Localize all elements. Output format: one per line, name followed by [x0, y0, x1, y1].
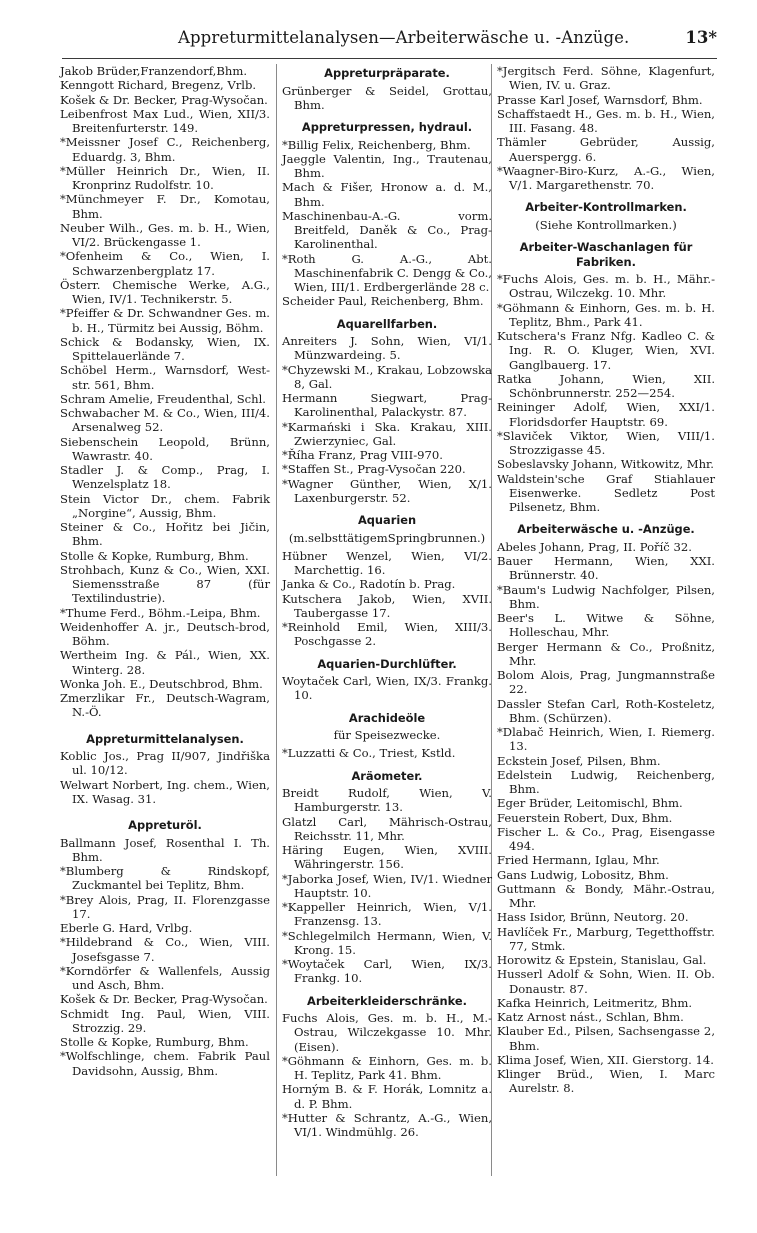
- directory-entry: Eberle G. Hard, Vrlbg.: [60, 921, 193, 935]
- directory-entry: Hermann Siegwart, Prag-Karolinenthal, Palackystr. 87.: [282, 391, 492, 420]
- directory-entry: *Pfeiffer & Dr. Schwandner Ges. m. b. H., Türmitz bei Aussig, Böhm.: [60, 306, 270, 335]
- directory-entry: Fried Hermann, Iglau, Mhr.: [497, 853, 660, 868]
- directory-entry: Feuerstein Robert, Dux, Bhm.: [497, 810, 673, 825]
- directory-entry: Beer's L. Witwe & Söhne, Holleschau, Mhr.: [497, 611, 715, 640]
- section-subheading: (m.selbsttätigemSpringbrunnen.): [288, 530, 486, 545]
- directory-entry: Horowitz & Epstein, Stanislau, Gal.: [497, 953, 707, 967]
- directory-entry: Stadler J. & Comp., Prag, I. Wenzelsplatz 18.: [60, 463, 270, 492]
- directory-entry: Klima Josef, Wien, XII. Gierstorg. 14.: [497, 1052, 714, 1067]
- directory-entry: *Fuchs Alois, Ges. m. b. H., Mähr.-Ostrau, Wilczekg. 10. Mhr.: [497, 272, 715, 301]
- directory-entry: Zmerzlikar Fr., Deutsch-Wagram, N.-Ö.: [60, 691, 270, 720]
- directory-entry: Košek & Dr. Becker, Prag-Wysočan.: [60, 92, 268, 107]
- directory-entry: *Münchmeyer F. Dr., Komotau, Bhm.: [60, 192, 270, 221]
- directory-entry: Schram Amelie, Freudenthal, Schl.: [60, 391, 266, 406]
- section-heading: Arbeiterkleiderschränke.: [307, 993, 467, 1008]
- directory-entry: *Baum's Ludwig Nachfolger, Pilsen, Bhm.: [497, 582, 715, 611]
- section-heading: Arbeiter-Waschanlagen für Fabriken.: [519, 240, 693, 269]
- directory-entry: Thämler Gebrüder, Aussig, Auerspergg. 6.: [497, 135, 715, 164]
- directory-entry: Eckstein Josef, Pilsen, Bhm.: [497, 753, 661, 768]
- column-right: [497, 64, 715, 1096]
- directory-entry: *Wagner Günther, Wien, X/1. Laxenburgerstr. 52.: [282, 476, 492, 505]
- directory-entry: *Hutter & Schrantz, A.-G., Wien, VI/1. Windmühlg. 26.: [282, 1110, 492, 1139]
- section-heading: Appreturmittelanalysen.: [86, 731, 244, 746]
- directory-entry: Stolle & Kopke, Rumburg, Bhm.: [60, 1035, 249, 1049]
- directory-entry: Havlíček Fr., Marburg, Tegetthoffstr. 77, Stmk.: [497, 924, 715, 953]
- section-subheading: für Speisezwecke.: [333, 728, 441, 742]
- directory-entry: Klauber Ed., Pilsen, Sachsengasse 2, Bhm.: [497, 1024, 715, 1053]
- directory-entry: Dassler Stefan Carl, Roth-Kosteletz, Bhm. (Schürzen).: [497, 696, 715, 725]
- directory-entry: *Slaviček Viktor, Wien, VIII/1. Strozzigasse 45.: [497, 428, 715, 457]
- directory-entry: Guttmann & Bondy, Mähr.-Ostrau, Mhr.: [497, 881, 715, 910]
- directory-entry: Schöbel Herm., Warnsdorf, West-str. 561, Bhm.: [60, 363, 270, 392]
- directory-entry: Scheider Paul, Reichenberg, Bhm.: [282, 294, 484, 309]
- directory-entry: Schwabacher M. & Co., Wien, III/4. Arsenalweg 52.: [60, 406, 270, 435]
- directory-entry: Hübner Wenzel, Wien, VI/2. Marchettig. 16.: [282, 548, 492, 577]
- directory-entry: Häring Eugen, Wien, XVIII. Währingerstr. 156.: [282, 843, 492, 872]
- directory-entry: Jakob Brüder,Franzendorf,Bhm.: [60, 64, 248, 78]
- page-header: [60, 28, 717, 56]
- directory-entry: *Ofenheim & Co., Wien, I. Schwarzenbergplatz 17.: [60, 249, 270, 278]
- directory-entry: Husserl Adolf & Sohn, Wien. II. Ob. Donaustr. 87.: [497, 967, 715, 996]
- section-heading: Aquarien: [357, 513, 417, 527]
- directory-entry: Horným B. & F. Horák, Lomnitz a. d. P. Bhm.: [282, 1082, 492, 1111]
- directory-entry: *Chyzewski M., Krakau, Lobzowska 8, Gal.: [282, 362, 492, 391]
- directory-entry: *Meissner Josef C., Reichenberg, Eduardg. 3, Bhm.: [60, 135, 270, 164]
- column-middle: [282, 64, 492, 1139]
- directory-entry: *Göhmann & Einhorn, Ges. m. b. H. Teplitz, Bhm., Park 41.: [497, 300, 715, 329]
- directory-entry: Košek & Dr. Becker, Prag-Wysočan.: [60, 992, 268, 1007]
- directory-entry: Ratka Johann, Wien, XII. Schönbrunnerstr. 252—254.: [497, 371, 715, 400]
- directory-entry: Fuchs Alois, Ges. m. b. H., M.-Ostrau, Wilczekgasse 10. Mhr. (Eisen).: [282, 1011, 492, 1054]
- directory-entry: *Hildebrand & Co., Wien, VIII. Josefsgasse 7.: [60, 935, 270, 964]
- directory-entry: Fischer L. & Co., Prag, Eisengasse 494.: [497, 824, 715, 853]
- directory-entry: *Wolfschlinge, chem. Fabrik Paul Davidsohn, Aussig, Bhm.: [60, 1049, 270, 1078]
- directory-entry: Prasse Karl Josef, Warnsdorf, Bhm.: [497, 92, 703, 107]
- directory-entry: *Göhmann & Einhorn, Ges. m. b. H. Teplitz, Park 41. Bhm.: [282, 1053, 492, 1082]
- directory-entry: *Müller Heinrich Dr., Wien, II. Kronprinz Rudolfstr. 10.: [60, 163, 270, 192]
- directory-entry: Kutschera Jakob, Wien, XVII. Taubergasse 17.: [282, 591, 492, 620]
- directory-entry: *Staffen St., Prag-Vysočan 220.: [282, 462, 466, 477]
- directory-entry: Kutschera's Franz Nfg. Kadleo C. & Ing. R. O. Kluger, Wien, XVI. Ganglbauerg. 17.: [497, 329, 715, 372]
- section-heading: Appreturpressen, hydraul.: [301, 120, 473, 134]
- directory-entry: Steiner & Co., Hořitz bei Jičin, Bhm.: [60, 520, 270, 549]
- directory-entry: Welwart Norbert, Ing. chem., Wien, IX. Wasag. 31.: [60, 777, 270, 806]
- directory-entry: Maschinenbau-A.-G. vorm. Breitfeld, Daněk & Co., Prag-Karolinenthal.: [282, 208, 492, 252]
- directory-entry: *Waagner-Biro-Kurz, A.-G., Wien, V/1. Margarethenstr. 70.: [497, 163, 715, 192]
- directory-entry: Grünberger & Seidel, Grottau, Bhm.: [282, 83, 492, 112]
- directory-entry: Klinger Brüd., Wien, I. Marc Aurelstr. 8.: [497, 1067, 715, 1096]
- directory-entry: Abeles Johann, Prag, II. Poříč 32.: [497, 539, 692, 554]
- directory-entry: Jaeggle Valentin, Ing., Trautenau, Bhm.: [282, 151, 492, 180]
- section-heading: Appreturöl.: [128, 818, 202, 832]
- directory-entry: Leibenfrost Max Lud., Wien, XII/3. Breitenfurterstr. 149.: [60, 106, 270, 135]
- directory-entry: Österr. Chemische Werke, A.G., Wien, IV/1. Technikerstr. 5.: [60, 277, 270, 306]
- directory-entry: *Schlegelmilch Hermann, Wien, V. Krong. 15.: [282, 928, 492, 957]
- section-subheading: (Siehe Kontrollmarken.): [535, 217, 677, 232]
- directory-entry: *Brey Alois, Prag, II. Florenzgasse 17.: [60, 892, 270, 921]
- directory-entry: Katz Arnost nást., Schlan, Bhm.: [497, 1010, 684, 1024]
- directory-entry: *Jergitsch Ferd. Söhne, Klagenfurt, Wien, IV. u. Graz.: [497, 64, 715, 93]
- section-heading: Aquarien-Durchlüfter.: [317, 656, 457, 671]
- directory-entry: Sobeslavsky Johann, Witkowitz, Mhr.: [497, 457, 714, 472]
- section-heading: Arachideöle: [348, 710, 426, 725]
- directory-entry: Glatzl Carl, Mährisch-Ostrau, Reichsstr. 11, Mhr.: [282, 814, 492, 843]
- section-heading: Arbeiterwäsche u. -Anzüge.: [517, 522, 695, 537]
- directory-entry: Siebenschein Leopold, Brünn, Wawrastr. 40.: [60, 434, 270, 463]
- directory-entry: Wonka Joh. E., Deutschbrod, Bhm.: [60, 676, 263, 691]
- directory-entry: Schmidt Ing. Paul, Wien, VIII. Strozzig. 29.: [60, 1006, 270, 1035]
- directory-entry: Mach & Fišer, Hronow a. d. M., Bhm.: [282, 180, 492, 209]
- directory-entry: Kenngott Richard, Bregenz, Vrlb.: [60, 78, 257, 93]
- directory-entry: Weidenhoffer A. jr., Deutsch-brod, Böhm.: [60, 619, 270, 648]
- directory-entry: Stein Victor Dr., chem. Fabrik „Norgine“, Aussig, Bhm.: [60, 491, 270, 520]
- directory-entry: Waldstein'sche Graf Stiahlauer Eisenwerke. Sedletz Post Pilsenetz, Bhm.: [497, 471, 715, 514]
- directory-entry: Schick & Bodansky, Wien, IX. Spittelauerlände 7.: [60, 334, 270, 363]
- header-rule: [62, 58, 717, 59]
- directory-entry: Ballmann Josef, Rosenthal I. Th. Bhm.: [60, 835, 270, 864]
- directory-entry: *Říha Franz, Prag VIII-970.: [282, 448, 443, 462]
- directory-entry: Wertheim Ing. & Pál., Wien, XX. Winterg. 28.: [60, 648, 270, 677]
- directory-entry: *Roth G. A.-G., Abt. Maschinenfabrik C. Dengg & Co., Wien, III/1. Erdbergerlände 28 c.: [282, 251, 492, 294]
- section-heading: Aquarellfarben.: [336, 316, 438, 331]
- section-heading: Arbeiter-Kontrollmarken.: [525, 200, 687, 215]
- directory-entry: Kafka Heinrich, Leitmeritz, Bhm.: [497, 995, 693, 1010]
- directory-entry: Neuber Wilh., Ges. m. b. H., Wien, VI/2. Brückengasse 1.: [60, 220, 270, 249]
- directory-entry: *Jaborka Josef, Wien, IV/1. Wiedner Hauptstr. 10.: [282, 871, 492, 900]
- directory-entry: Janka & Co., Radotín b. Prag.: [282, 577, 456, 592]
- directory-entry: *Reinhold Emil, Wien, XIII/3. Poschgasse 2.: [282, 620, 492, 649]
- section-heading: Appreturpräparate.: [324, 66, 450, 80]
- directory-entry: Strohbach, Kunz & Co., Wien, XXI. Siemensstraße 87 (für Textilindustrie).: [60, 562, 270, 606]
- directory-entry: Anreiters J. Sohn, Wien, VI/1. Münzwardeing. 5.: [282, 334, 492, 363]
- page-number: 13*: [685, 28, 717, 47]
- directory-entry: *Korndörfer & Wallenfels, Aussig und Asch, Bhm.: [60, 963, 270, 992]
- directory-entry: Bauer Hermann, Wien, XXI. Brünnerstr. 40.: [497, 554, 715, 583]
- directory-entry: Hass Isidor, Brünn, Neutorg. 20.: [497, 910, 689, 925]
- directory-entry: *Luzzatti & Co., Triest, Kstld.: [282, 746, 456, 761]
- directory-entry: Stolle & Kopke, Rumburg, Bhm.: [60, 548, 249, 563]
- directory-entry: Schaffstaedt H., Ges. m. b. H., Wien, III. Fasang. 48.: [497, 106, 715, 135]
- directory-entry: *Karmański i Ska. Krakau, XIII. Zwierzyniec, Gal.: [282, 419, 492, 448]
- column-divider: [276, 64, 277, 1176]
- directory-entry: *Thume Ferd., Böhm.-Leipa, Bhm.: [60, 605, 261, 620]
- section-heading: Aräometer.: [351, 768, 423, 783]
- directory-entry: Woytaček Carl, Wien, IX/3. Frankg. 10.: [282, 674, 492, 703]
- directory-entry: *Billig Felix, Reichenberg, Bhm.: [282, 137, 471, 152]
- directory-entry: *Blumberg & Rindskopf, Zuckmantel bei Teplitz, Bhm.: [60, 864, 270, 893]
- directory-entry: Reininger Adolf, Wien, XXI/1. Floridsdorfer Hauptstr. 69.: [497, 400, 715, 429]
- directory-entry: *Kappeller Heinrich, Wien, V/1. Franzensg. 13.: [282, 900, 492, 929]
- directory-entry: *Dlabač Heinrich, Wien, I. Riemerg. 13.: [497, 725, 715, 754]
- directory-entry: Gans Ludwig, Lobositz, Bhm.: [497, 867, 669, 882]
- directory-entry: Bolom Alois, Prag, Jungmannstraße 22.: [497, 668, 715, 697]
- directory-entry: Breidt Rudolf, Wien, V. Hamburgerstr. 13.: [282, 786, 492, 815]
- running-title: Appreturmittelanalysen—Arbeiterwäsche u. -Anzüge.: [178, 28, 630, 47]
- directory-entry: Edelstein Ludwig, Reichenberg, Bhm.: [497, 767, 715, 796]
- directory-entry: Berger Hermann & Co., Proßnitz, Mhr.: [497, 639, 715, 668]
- directory-entry: Koblic Jos., Prag II/907, Jindřiška ul. 10/12.: [60, 749, 270, 778]
- column-left: [60, 64, 270, 1078]
- directory-entry: Eger Brüder, Leitomischl, Bhm.: [497, 796, 683, 811]
- directory-entry: *Woytaček Carl, Wien, IX/3. Frankg. 10.: [282, 957, 492, 986]
